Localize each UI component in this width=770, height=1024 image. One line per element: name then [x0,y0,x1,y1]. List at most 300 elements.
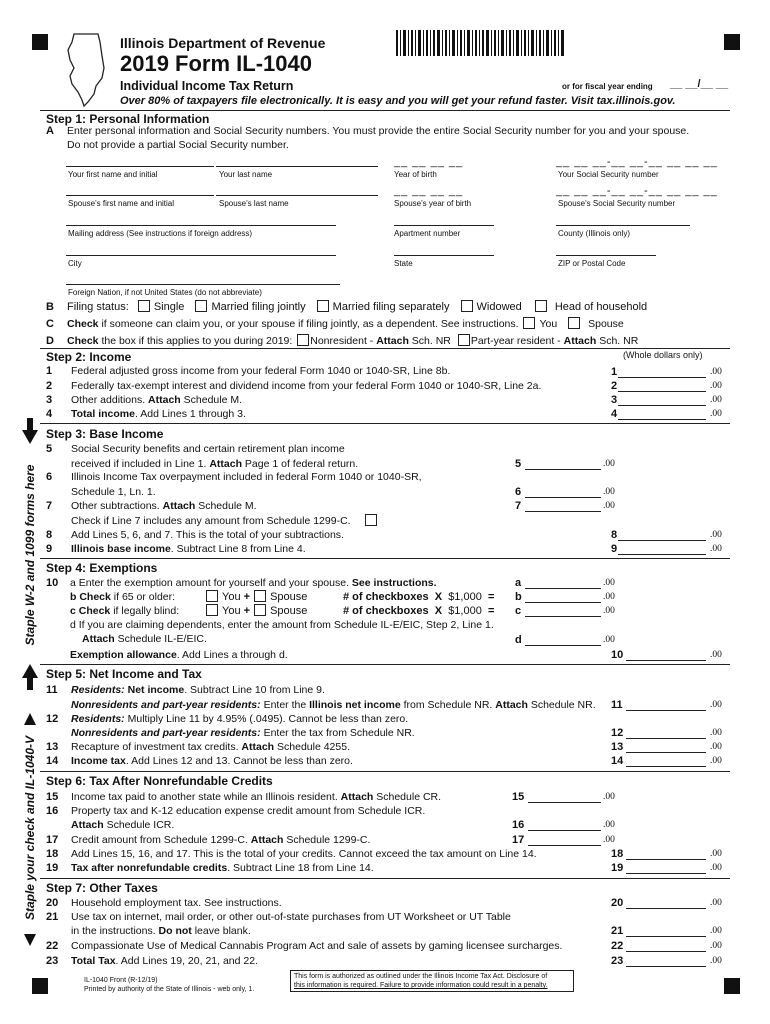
line-11-amount[interactable] [626,699,706,711]
ref-18: 18 [611,848,624,860]
line-19-b: . Subtract Line 18 from Line 14. [227,862,374,874]
line-10-cents: .00 [710,650,722,660]
line-10c-amount[interactable] [525,605,601,617]
line-10b-text [70,591,175,603]
whole-dollars-note: (Whole dollars only) [623,350,703,360]
line-6-number: 6 [46,471,53,483]
line-10-number: 10 [46,577,59,589]
ref-12: 12 [611,727,624,739]
staple-check-note: Staple your check and IL-1040-V [23,735,37,921]
head-of-household-checkbox[interactable] [535,300,547,312]
county-label: County (Illinois only) [558,229,631,238]
widowed-label: Widowed [476,301,522,313]
ref-5: 5 [515,458,522,470]
step3-title: Step 3: Base Income [46,427,164,441]
married-separately-label: Married filing separately [332,301,450,313]
footer-form-id: IL-1040 Front (R-12/19) [84,977,158,984]
line-22-cents: .00 [710,941,722,951]
line-a-letter: A [46,125,54,137]
last-name-label: Your last name [219,170,273,179]
step4-rule [40,558,730,559]
line-7-d: Check if Line 7 includes any amount from Schedule 1299-C. [71,515,351,527]
city-input[interactable] [66,255,336,256]
part-year-attach: Attach [563,335,597,347]
fiscal-year-label: or for fiscal year ending [562,82,653,91]
line-11-a: Residents: [71,684,128,696]
state-input[interactable] [394,255,494,256]
small-arrow-up-icon [24,713,36,725]
schedule-1299c-checkbox[interactable] [365,514,377,526]
line-3-cents: .00 [710,395,722,405]
line-10d-cents: .00 [603,635,615,645]
married-jointly-label: Married filing jointly [211,301,306,313]
first-name-input[interactable] [66,166,214,167]
line-23-text [71,955,258,967]
line-12-text1 [71,713,408,725]
footer-notice-line2: this information is required. Failure to provide information could result in a penalty. [294,982,548,989]
line-20-text: Household employment tax. See instructions. [71,897,282,909]
spouse-first-name-label: Spouse's first name and initial [68,199,175,208]
ref-9: 9 [611,543,618,555]
line-17-attach: Attach [250,834,284,846]
line-16-number: 16 [46,805,59,817]
line-17-a: Credit amount from Schedule 1299-C. [71,834,251,846]
line-21-amount[interactable] [626,925,706,937]
line-17-cents: .00 [603,835,615,845]
line-7-cents: .00 [603,501,615,511]
line-15-c: Schedule CR. [373,791,442,803]
line-8-cents: .00 [710,530,722,540]
line-19-text [71,862,374,874]
line-13-a: Recapture of investment tax credits. [71,741,242,753]
blind-you-label: You [222,605,241,617]
line-5-number: 5 [46,443,53,455]
senior-you-label: You [222,591,241,603]
single-label: Single [153,301,185,313]
line-21-cents: .00 [710,926,722,936]
filing-status-label: Filing status: [67,301,129,313]
part-year-label: Part-year resident - [470,335,564,347]
line-3-number: 3 [46,394,53,406]
registration-mark-top-left [32,34,48,50]
line-14-amount[interactable] [626,755,706,767]
ssn-label: Your Social Security number [558,170,659,179]
apartment-number-input[interactable] [394,225,494,226]
line-4-a: Total income [71,408,135,420]
married-separately-checkbox[interactable] [317,300,329,312]
line-9-number: 9 [46,543,53,555]
line-10c-check: c Check [70,605,111,617]
line-23-amount[interactable] [626,955,706,967]
ref-1: 1 [611,366,618,378]
line-5-d: Page 1 of federal return. [242,458,359,470]
barcode [396,30,564,56]
line-d-text: the box if this applies to you during 2019: [101,335,293,347]
line-16-c: Schedule ICR. [103,819,175,831]
line-11-b: Net income [127,684,185,696]
line-6-text1: Illinois Income Tax overpayment included in federal Form 1040 or 1040-SR, [71,471,422,483]
line-22-text: Compassionate Use of Medical Cannabis Program Act and sale of assets by gaming licensee surcharges. [71,940,563,952]
line-1-text: Federal adjusted gross income from your federal Form 1040 or 1040-SR, Line 8b. [71,365,451,377]
ref-21: 21 [611,925,624,937]
ref-16: 16 [512,819,525,831]
line-10a-see: See instructions. [351,577,437,589]
arrow-up-icon [22,664,38,690]
line-2-text: Federally tax-exempt interest and dividend income from your federal Form 1040 or 1040-SR, Line 2a. [71,380,542,392]
line-7-text1 [71,500,257,512]
header-rule [40,110,730,111]
head-of-household-label: Head of household [554,301,648,313]
line-10c-count-label: # of checkboxes [343,605,429,617]
step2-rule [40,348,730,349]
line-1-number: 1 [46,365,53,377]
step1-title: Step 1: Personal Information [46,112,210,126]
ref-11: 11 [611,699,623,711]
line-17-c: Schedule 1299-C. [283,834,371,846]
line-10c-cents: .00 [603,606,615,616]
ref-17: 17 [512,834,525,846]
line-12-b: Multiply Line 11 by 4.95% (.0495). Cannot be less than zero. [127,713,409,725]
spouse-ssn-label: Spouse's Social Security number [558,199,676,208]
step7-title: Step 7: Other Taxes [46,881,158,895]
line-9-b: . Subtract Line 8 from Line 4. [170,543,306,555]
year-of-birth-input[interactable]: __ __ __ __ [394,156,464,168]
line-4-amount[interactable] [618,408,706,420]
line-5-cents: .00 [603,459,615,469]
blind-spouse-label: Spouse [270,605,308,617]
line-10d-attach: Attach [82,633,115,645]
dependent-you-label: You [539,318,558,330]
line-11-text2 [71,699,596,711]
state-label: State [394,259,413,268]
arrow-down-icon [22,418,38,444]
agency-name: Illinois Department of Revenue [120,35,326,51]
line-11-f: Illinois net income [309,699,401,711]
line-b-letter: B [46,301,54,313]
spouse-year-of-birth-label: Spouse's year of birth [394,199,472,208]
ref-22: 22 [611,940,624,952]
dependent-row [67,317,624,330]
line-13-number: 13 [46,741,59,753]
line-22-amount[interactable] [626,940,706,952]
line-11-d: Nonresidents and part-year residents: [71,699,264,711]
line-9-a: Illinois base income [71,543,171,555]
line-4-cents: .00 [710,409,722,419]
line-12-c: Nonresidents and part-year residents: [71,727,264,739]
year-of-birth-label: Year of birth [394,170,437,179]
ref-13: 13 [611,741,624,753]
nonresident-checkbox[interactable] [297,334,309,346]
line-10c-text [70,605,179,617]
line-10c-x: X [434,605,443,617]
line-2-number: 2 [46,380,53,392]
line-20-number: 20 [46,897,59,909]
line-11-number: 11 [46,684,58,696]
city-label: City [68,259,82,268]
line-10d-text1: d If you are claiming dependents, enter the amount from Schedule IL-E/EIC, Step 2, Line 1. [70,619,494,631]
blind-spouse-checkbox[interactable] [254,604,266,616]
line-8-amount[interactable] [618,529,706,541]
line-18-amount[interactable] [626,848,706,860]
line-21-text1: Use tax on internet, mail order, or other out-of-state purchases from UT Worksheet or UT Table [71,911,511,923]
line-22-number: 22 [46,940,59,952]
line-19-amount[interactable] [626,862,706,874]
line-21-c: Do not [158,925,192,937]
line-10c-amount: $1,000 [448,605,482,617]
line-2-amount[interactable] [618,380,706,392]
ref-10a: a [515,577,522,589]
line-13-amount[interactable] [626,741,706,753]
line-18-text: Add Lines 15, 16, and 17. This is the total of your credits. Cannot exceed the tax amount on Line 14. [71,848,537,860]
line-10d-amount[interactable] [525,634,601,646]
line-12-amount[interactable] [626,727,706,739]
line-11-h: Attach [495,699,528,711]
single-checkbox[interactable] [138,300,150,312]
line-21-b: in the instructions. [71,925,159,937]
line-c-letter: C [46,318,54,330]
line-10b-amount: $1,000 [448,591,482,603]
line-10c-boxes [204,604,307,617]
line-d-check: Check [67,335,99,347]
line-13-text [71,741,350,753]
footer-authority: Printed by authority of the State of Illinois - web only, 1. [84,986,255,993]
line-17-amount[interactable] [528,834,601,846]
line-14-number: 14 [46,755,59,767]
line-13-cents: .00 [710,742,722,752]
line-9-text [71,543,306,555]
line-10b-amount[interactable] [525,591,601,603]
spouse-last-name-label: Spouse's last name [219,199,289,208]
line-23-b: . Add Lines 19, 20, 21, and 22. [115,955,258,967]
line-14-a: Income tax [71,755,126,767]
spouse-year-of-birth-input[interactable]: __ __ __ __ [394,185,464,197]
ref-19: 19 [611,862,624,874]
filing-status-row [67,300,647,313]
nonresident-schedule: Sch. NR [411,335,451,347]
ref-3: 3 [611,394,618,406]
line-5-text1: Social Security benefits and certain retirement plan income [71,443,345,455]
line-19-number: 19 [46,862,59,874]
nonresident-label: Nonresident - [310,335,377,347]
line-15-a: Income tax paid to another state while an Illinois resident. [71,791,341,803]
line-11-text1 [71,684,325,696]
line-12-a: Residents: [71,713,128,725]
dependent-you-checkbox[interactable] [523,317,535,329]
line-5-text2 [71,458,358,470]
step5-rule [40,664,730,665]
line-3-c: Schedule M. [180,394,243,406]
line-16-attach: Attach [71,819,104,831]
line-1-amount[interactable] [618,366,706,378]
line-23-a: Total Tax [71,955,116,967]
line-5-amount[interactable] [525,458,601,470]
line-19-a: Tax after nonrefundable credits [71,862,228,874]
form-subtitle: Individual Income Tax Return [120,79,294,93]
line-16-text1: Property tax and K-12 education expense credit amount from Schedule ICR. [71,805,426,817]
footer-notice-box [290,970,574,992]
line-a-text2: Do not provide a partial Social Security number. [67,139,289,151]
first-name-label: Your first name and initial [68,170,158,179]
line-4-text [71,408,246,420]
line-7-amount[interactable] [525,500,601,512]
senior-spouse-checkbox[interactable] [254,590,266,602]
step7-rule [40,878,730,879]
efile-notice: Over 80% of taxpayers file electronically. It is easy and you will get your refund faster. Visit tax.illinois.gov. [120,95,676,107]
small-arrow-down-icon [24,934,36,946]
footer-notice-line1: This form is authorized as outlined under the Illinois Income Tax Act. Disclosure of [294,973,548,980]
ref-10d: d [515,634,522,646]
ref-15: 15 [512,791,525,803]
line-7-text2 [71,514,381,527]
line-3-text [71,394,242,406]
line-16-amount[interactable] [528,819,601,831]
widowed-checkbox[interactable] [461,300,473,312]
ref-20: 20 [611,897,624,909]
senior-you-checkbox[interactable] [206,590,218,602]
line-1-cents: .00 [710,367,722,377]
line-7-c: Schedule M. [195,500,257,512]
line-d-letter: D [46,335,54,347]
spouse-last-name-input[interactable] [216,195,378,196]
apartment-number-label: Apartment number [394,229,461,238]
blind-you-checkbox[interactable] [206,604,218,616]
line-10c-formula [343,605,494,617]
line-7-a: Other subtractions. [71,500,163,512]
senior-spouse-label: Spouse [270,591,308,603]
nonresident-attach: Attach [376,335,409,347]
registration-mark-bottom-left [32,978,48,994]
line-11-e: Enter the [263,699,310,711]
illinois-state-icon [66,32,112,108]
zip-input[interactable] [556,255,656,256]
line-15-attach: Attach [340,791,374,803]
registration-mark-bottom-right [724,978,740,994]
ssn-input[interactable]: __ __ __-__ __-__ __ __ __ [556,156,718,168]
line-3-a: Other additions. [71,394,149,406]
line-c-check: Check [67,318,99,330]
line-10b-label: if 65 or older: [110,591,176,603]
line-23-number: 23 [46,955,59,967]
line-12-number: 12 [46,713,59,725]
exemption-allowance-text [70,649,288,661]
line-5-attach: Attach [209,458,243,470]
last-name-input[interactable] [216,166,378,167]
mailing-address-input[interactable] [66,225,336,226]
line-21-d: leave blank. [191,925,251,937]
line-14-cents: .00 [710,756,722,766]
fiscal-year-field[interactable]: __ __/__ __ [670,78,729,90]
spouse-ssn-input[interactable]: __ __ __-__ __-__ __ __ __ [556,185,718,197]
foreign-nation-input[interactable] [66,284,340,285]
line-3-amount[interactable] [618,394,706,406]
form-title: 2019 Form IL-1040 [120,51,312,76]
line-10b-check: b Check [70,591,111,603]
line-14-b: . Add Lines 12 and 13. Cannot be less than zero. [125,755,353,767]
line-11-cents: .00 [710,700,722,710]
mailing-address-label: Mailing address (See instructions if foreign address) [68,229,253,238]
line-10d-sched: Schedule IL-E/EIC. [114,633,207,645]
county-input[interactable] [556,225,690,226]
line-10a-amount[interactable] [525,577,601,589]
line-10b-formula [343,591,494,603]
married-jointly-checkbox[interactable] [195,300,207,312]
line-10b-x: X [434,591,443,603]
line-10b-cents: .00 [603,592,615,602]
ref-10: 10 [611,649,624,661]
ref-10b: b [515,591,522,603]
line-c-text: if someone can claim you, or your spouse if filing jointly, as a dependent. See instructions. [101,318,519,330]
line-15-text [71,791,441,803]
exemption-allowance-b: . Add Lines a through d. [176,649,288,661]
ref-4: 4 [611,408,618,420]
line-12-d: Enter the tax from Schedule NR. [263,727,415,739]
line-11-c: . Subtract Line 10 from Line 9. [184,684,325,696]
dependent-spouse-checkbox[interactable] [568,317,580,329]
line-8-number: 8 [46,529,53,541]
ref-8: 8 [611,529,618,541]
step2-title: Step 2: Income [46,350,132,364]
line-3-attach: Attach [148,394,181,406]
ref-6: 6 [515,486,522,498]
zip-label: ZIP or Postal Code [558,259,626,268]
step6-title: Step 6: Tax After Nonrefundable Credits [46,774,273,788]
line-7-attach: Attach [162,500,196,512]
line-13-c: Schedule 4255. [274,741,350,753]
line-18-cents: .00 [710,849,722,859]
line-17-text [71,834,370,846]
line-5-b: received if included in Line 1. [71,458,210,470]
line-10a-cents: .00 [603,578,615,588]
line-12-text2 [71,727,415,739]
line-15-amount[interactable] [528,791,601,803]
line-4-b: . Add Lines 1 through 3. [134,408,246,420]
exemption-allowance-a: Exemption allowance [70,649,177,661]
step4-title: Step 4: Exemptions [46,561,158,575]
blind-plus: + [243,605,251,617]
foreign-nation-label: Foreign Nation, if not United States (do not abbreviate) [68,288,262,297]
line-6-cents: .00 [603,487,615,497]
ref-14: 14 [611,755,624,767]
line-6-amount[interactable] [525,486,601,498]
line-10-amount[interactable] [626,649,706,661]
residency-row [67,334,638,347]
line-16-text2 [71,819,174,831]
ref-7: 7 [515,500,522,512]
part-year-checkbox[interactable] [458,334,470,346]
dependent-spouse-label: Spouse [588,318,624,330]
line-9-amount[interactable] [618,543,706,555]
line-a-text1: Enter personal information and Social Security numbers. You must provide the entire Social Security number for you and your spouse. [67,125,690,137]
line-17-number: 17 [46,834,59,846]
line-10c-eq: = [487,605,495,617]
line-9-cents: .00 [710,544,722,554]
line-20-amount[interactable] [626,897,706,909]
ref-23: 23 [611,955,624,967]
line-23-cents: .00 [710,956,722,966]
spouse-first-name-input[interactable] [66,195,214,196]
line-6-text2: Schedule 1, Ln. 1. [71,486,156,498]
ref-10c: c [515,605,522,617]
line-10c-label: if legally blind: [110,605,180,617]
line-15-number: 15 [46,791,59,803]
line-21-text2 [71,925,251,937]
step3-rule [40,423,730,424]
line-11-i: Schedule NR. [527,699,596,711]
line-10b-boxes [204,590,307,603]
line-14-text [71,755,353,767]
line-15-cents: .00 [603,792,615,802]
line-4-number: 4 [46,408,53,420]
